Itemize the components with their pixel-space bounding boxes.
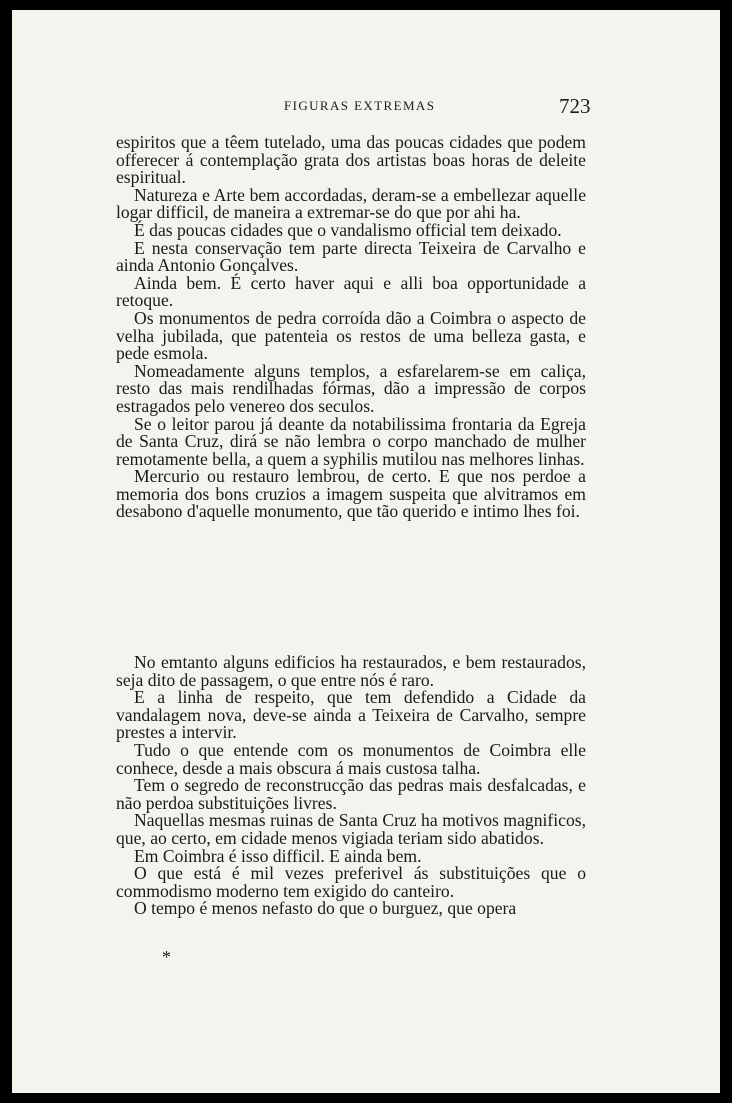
paragraph: espiritos que a têem tutelado, uma das poucas cidades que podem offerecer á contemplação grata dos artistas boas horas de deleite espiritual. bbox=[116, 132, 586, 188]
paragraph: Natureza e Arte bem accordadas, deram-se a embellezar aquelle logar difficil, de maneira a extremar-se do que por ahi ha. bbox=[116, 184, 586, 223]
running-title: FIGURAS EXTREMAS bbox=[284, 98, 436, 113]
paragraph: No emtanto alguns edificios ha restaurados, e bem restaurados, seja dito de passagem, o que entre nós é raro. bbox=[116, 652, 586, 690]
book-page bbox=[12, 10, 720, 1093]
paragraph: Se o leitor parou já deante da notabilissima frontaria da Egreja de Santa Cruz, dirá se não lembra o corpo manchado de mulher remotamente bella, a quem a syphilis mutilou nas melhores linhas. bbox=[116, 413, 586, 469]
paragraph: O tempo é menos nefasto do que o burguez, que opera bbox=[134, 898, 517, 919]
page-number: 723 bbox=[559, 94, 591, 118]
paragraph: Mercurio ou restauro lembrou, de certo. E que nos perdoe a memoria dos bons cruzios a imagem suspeita que alvitramos em desabono d'aquelle monumento, que tão querido e intimo lhes foi. bbox=[116, 466, 586, 522]
paragraph: E nesta conservação tem parte directa Teixeira de Carvalho e ainda Antonio Gonçalves. bbox=[116, 237, 586, 276]
paragraph: Tudo o que entende com os monumentos de Coimbra elle conhece, desde a mais obscura á mais custosa talha. bbox=[116, 739, 586, 778]
body-text-lower bbox=[116, 654, 586, 918]
body-text-upper bbox=[116, 134, 586, 521]
paragraph: É das poucas cidades que o vandalismo official tem deixado. bbox=[134, 219, 562, 240]
paragraph: O que está é mil vezes preferivel ás substituições que o commodismo moderno tem exigido do canteiro. bbox=[116, 863, 586, 901]
page-header bbox=[12, 94, 720, 118]
paragraph: Naquellas mesmas ruinas de Santa Cruz ha motivos magnificos, que, ao certo, em cidade menos vigiada teriam sido abatidos. bbox=[116, 810, 586, 848]
paragraph: Os monumentos de pedra corroída dão a Coimbra o aspecto de velha jubilada, que patenteia os restos de uma belleza gasta, e pede esmola. bbox=[116, 307, 586, 364]
signature-mark: * bbox=[162, 947, 171, 967]
paragraph: Ainda bem. É certo haver aqui e alli boa opportunidade a retoque. bbox=[116, 272, 586, 311]
paragraph: E a linha de respeito, que tem defendido a Cidade da vandalagem nova, deve-se ainda a Teixeira de Carvalho, sempre prestes a intervir. bbox=[116, 687, 586, 743]
paragraph: Em Coimbra é isso difficil. E ainda bem. bbox=[134, 845, 422, 866]
paragraph: Nomeadamente alguns templos, a esfarelarem-se em caliça, resto das mais rendilhadas fórmas, dão a impressão de corpos estragados pelo venereo dos seculos. bbox=[116, 360, 586, 416]
paragraph: Tem o segredo de reconstrucção das pedras mais desfalcadas, e não perdoa substituições livres. bbox=[116, 775, 586, 813]
